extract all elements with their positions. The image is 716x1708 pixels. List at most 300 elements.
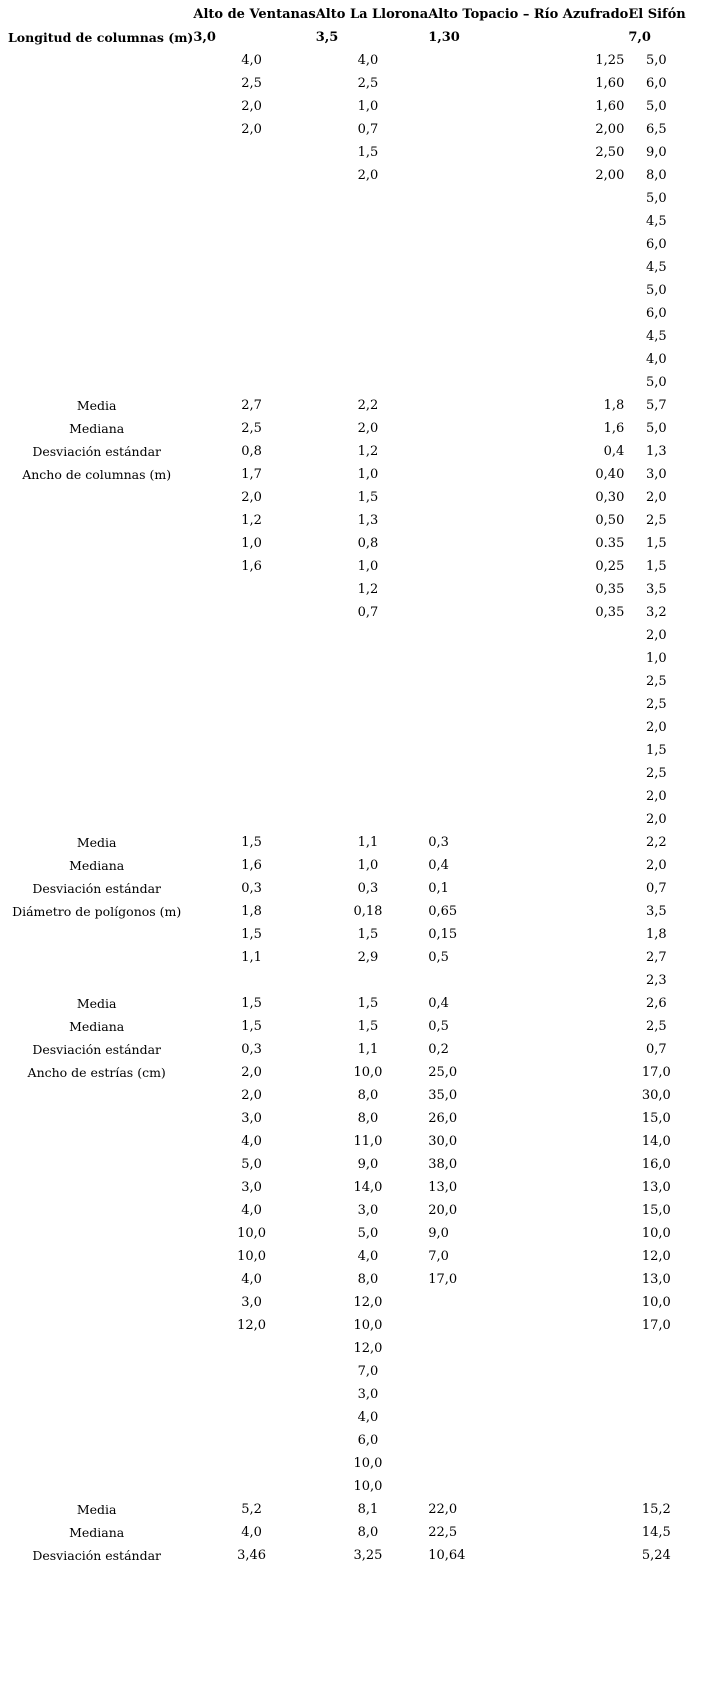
table-row bbox=[0, 739, 688, 762]
row-label bbox=[0, 532, 193, 555]
cell-alto-la-llorona: 1,0 bbox=[357, 99, 379, 114]
cell-alto-de-ventanas: 0,3 bbox=[241, 881, 262, 896]
header-empty bbox=[0, 3, 193, 26]
cell-alto-de-ventanas: 1,5 bbox=[241, 1019, 262, 1034]
table-row bbox=[0, 1429, 688, 1452]
cell-alto-topacio-rio-azufrado bbox=[428, 1337, 628, 1360]
cell-alto-de-ventanas: 1,7 bbox=[241, 467, 262, 482]
cell-alto-la-llorona: 1,0 bbox=[357, 858, 379, 873]
table-row bbox=[0, 555, 688, 578]
cell-el-sifon: 3,0 bbox=[646, 467, 667, 482]
cell-el-sifon bbox=[628, 1406, 688, 1429]
table-row bbox=[0, 509, 688, 532]
cell-alto-la-llorona bbox=[316, 624, 428, 647]
cell-el-sifon: 3,5 bbox=[646, 582, 667, 597]
cell-alto-de-ventanas bbox=[193, 1475, 315, 1498]
row-label: Mediana bbox=[69, 1019, 125, 1034]
cell-alto-la-llorona: 0,7 bbox=[357, 122, 379, 137]
cell-alto-de-ventanas bbox=[193, 739, 315, 762]
cell-alto-de-ventanas: 10,0 bbox=[237, 1249, 267, 1264]
row-label bbox=[0, 187, 193, 210]
cell-alto-la-llorona: 1,2 bbox=[357, 444, 379, 459]
row-label: Mediana bbox=[69, 421, 125, 436]
cell-el-sifon: 6,0 bbox=[646, 237, 667, 252]
table-row bbox=[0, 187, 688, 210]
cell-alto-topacio-rio-azufrado: 30,0 bbox=[428, 1134, 458, 1149]
cell-alto-la-llorona: 10,0 bbox=[353, 1479, 383, 1494]
row-label: Desviación estándar bbox=[32, 1548, 162, 1563]
table-row bbox=[0, 762, 688, 785]
cell-alto-topacio-rio-azufrado bbox=[428, 233, 628, 256]
cell-alto-topacio-rio-azufrado: 0,1 bbox=[428, 881, 449, 896]
cell-el-sifon: 2,7 bbox=[646, 950, 667, 965]
cell-el-sifon: 9,0 bbox=[646, 145, 667, 160]
cell-alto-la-llorona: 10,0 bbox=[353, 1456, 383, 1471]
table-row bbox=[0, 1222, 688, 1245]
row-label bbox=[0, 141, 193, 164]
table-row bbox=[0, 164, 688, 187]
cell-alto-la-llorona bbox=[316, 348, 428, 371]
cell-alto-de-ventanas bbox=[193, 762, 315, 785]
cell-alto-la-llorona: 0,8 bbox=[357, 536, 379, 551]
cell-alto-topacio-rio-azufrado: 20,0 bbox=[428, 1203, 458, 1218]
row-label bbox=[0, 302, 193, 325]
cell-alto-la-llorona: 9,0 bbox=[357, 1157, 379, 1172]
cell-alto-topacio-rio-azufrado bbox=[428, 1452, 628, 1475]
cell-alto-la-llorona bbox=[316, 302, 428, 325]
header-alto-de-ventanas: Alto de Ventanas bbox=[193, 7, 316, 22]
cell-el-sifon: 4,5 bbox=[646, 329, 667, 344]
row-label bbox=[0, 923, 193, 946]
row-label bbox=[0, 670, 193, 693]
table-row bbox=[0, 992, 688, 1015]
cell-alto-topacio-rio-azufrado bbox=[428, 624, 628, 647]
cell-el-sifon: 2,5 bbox=[646, 1019, 667, 1034]
cell-alto-topacio-rio-azufrado: 2,50 bbox=[595, 145, 625, 160]
cell-el-sifon: 5,0 bbox=[646, 99, 667, 114]
row-label bbox=[0, 647, 193, 670]
cell-alto-topacio-rio-azufrado: 0,65 bbox=[428, 904, 458, 919]
table-row bbox=[0, 1337, 688, 1360]
table-row bbox=[0, 440, 688, 463]
table-row bbox=[0, 417, 688, 440]
cell-alto-de-ventanas bbox=[193, 969, 315, 992]
table-row bbox=[0, 1452, 688, 1475]
row-label bbox=[0, 693, 193, 716]
table-body bbox=[0, 26, 688, 1567]
cell-alto-la-llorona bbox=[316, 647, 428, 670]
cell-alto-la-llorona: 2,0 bbox=[357, 421, 379, 436]
cell-el-sifon: 10,0 bbox=[641, 1295, 671, 1310]
table-row bbox=[0, 946, 688, 969]
cell-alto-de-ventanas bbox=[193, 1406, 315, 1429]
table-row bbox=[0, 1268, 688, 1291]
cell-alto-la-llorona: 1,5 bbox=[357, 996, 379, 1011]
table-row bbox=[0, 279, 688, 302]
cell-alto-de-ventanas: 1,5 bbox=[241, 927, 262, 942]
table-row bbox=[0, 1153, 688, 1176]
cell-alto-de-ventanas bbox=[193, 647, 315, 670]
cell-alto-de-ventanas: 3,0 bbox=[241, 1180, 262, 1195]
table-row bbox=[0, 233, 688, 256]
cell-alto-de-ventanas: 1,1 bbox=[241, 950, 262, 965]
cell-el-sifon bbox=[628, 1360, 688, 1383]
row-label: Desviación estándar bbox=[32, 881, 162, 896]
cell-el-sifon: 2,5 bbox=[646, 766, 667, 781]
cell-alto-la-llorona: 2,2 bbox=[357, 398, 379, 413]
cell-alto-topacio-rio-azufrado: 2,00 bbox=[595, 168, 625, 183]
cell-alto-la-llorona: 8,0 bbox=[357, 1272, 379, 1287]
cell-alto-de-ventanas: 2,0 bbox=[241, 99, 262, 114]
cell-alto-de-ventanas: 1,6 bbox=[241, 559, 262, 574]
cell-alto-la-llorona bbox=[316, 210, 428, 233]
row-label bbox=[0, 969, 193, 992]
cell-alto-de-ventanas: 5,0 bbox=[241, 1157, 262, 1172]
header-row bbox=[0, 3, 688, 26]
cell-alto-la-llorona: 8,1 bbox=[357, 1502, 379, 1517]
cell-el-sifon: 2,0 bbox=[646, 812, 667, 827]
table-row bbox=[0, 302, 688, 325]
cell-alto-de-ventanas bbox=[193, 624, 315, 647]
row-label bbox=[0, 256, 193, 279]
cell-alto-la-llorona: 4,0 bbox=[357, 1410, 379, 1425]
table-row bbox=[0, 716, 688, 739]
row-label bbox=[0, 1130, 193, 1153]
cell-el-sifon: 3,2 bbox=[646, 605, 667, 620]
cell-alto-topacio-rio-azufrado bbox=[428, 1360, 628, 1383]
cell-alto-la-llorona: 3,0 bbox=[357, 1203, 379, 1218]
cell-alto-la-llorona bbox=[316, 325, 428, 348]
cell-el-sifon: 5,24 bbox=[641, 1548, 671, 1563]
cell-alto-topacio-rio-azufrado: 38,0 bbox=[428, 1157, 458, 1172]
header-alto-topacio-rio-azufrado: Alto Topacio – Río Azufrado bbox=[428, 7, 629, 22]
cell-alto-de-ventanas: 5,2 bbox=[241, 1502, 262, 1517]
cell-alto-de-ventanas bbox=[193, 1383, 315, 1406]
cell-alto-de-ventanas: 1,5 bbox=[241, 835, 262, 850]
table-row bbox=[0, 463, 688, 486]
cell-el-sifon: 2,2 bbox=[646, 835, 667, 850]
table-row bbox=[0, 1015, 688, 1038]
cell-alto-la-llorona: 10,0 bbox=[353, 1318, 383, 1333]
cell-alto-topacio-rio-azufrado bbox=[428, 670, 628, 693]
cell-alto-de-ventanas: 4,0 bbox=[241, 53, 262, 68]
cell-el-sifon: 1,3 bbox=[646, 444, 667, 459]
table-row bbox=[0, 693, 688, 716]
row-label bbox=[0, 1176, 193, 1199]
row-label bbox=[0, 1245, 193, 1268]
cell-el-sifon: 4,5 bbox=[646, 214, 667, 229]
cell-el-sifon: 6,0 bbox=[646, 76, 667, 91]
cell-alto-de-ventanas bbox=[193, 808, 315, 831]
row-label bbox=[0, 1360, 193, 1383]
cell-el-sifon: 17,0 bbox=[641, 1318, 671, 1333]
cell-alto-topacio-rio-azufrado bbox=[428, 647, 628, 670]
cell-el-sifon: 3,5 bbox=[646, 904, 667, 919]
cell-alto-topacio-rio-azufrado bbox=[428, 1291, 628, 1314]
cell-el-sifon: 2,3 bbox=[646, 973, 667, 988]
cell-alto-topacio-rio-azufrado: 0,25 bbox=[595, 559, 625, 574]
table-row bbox=[0, 1406, 688, 1429]
cell-el-sifon: 6,5 bbox=[646, 122, 667, 137]
row-label bbox=[0, 762, 193, 785]
cell-alto-topacio-rio-azufrado: 0.35 bbox=[595, 536, 625, 551]
table-row bbox=[0, 325, 688, 348]
cell-alto-topacio-rio-azufrado: 1,60 bbox=[595, 76, 625, 91]
cell-alto-la-llorona bbox=[316, 233, 428, 256]
cell-el-sifon: 2,5 bbox=[646, 674, 667, 689]
cell-alto-la-llorona: 6,0 bbox=[357, 1433, 379, 1448]
table-row bbox=[0, 1498, 688, 1521]
cell-alto-topacio-rio-azufrado bbox=[428, 1314, 628, 1337]
cell-alto-topacio-rio-azufrado: 17,0 bbox=[428, 1272, 458, 1287]
table-row bbox=[0, 256, 688, 279]
cell-alto-la-llorona bbox=[316, 762, 428, 785]
cell-alto-la-llorona bbox=[316, 693, 428, 716]
cell-el-sifon: 12,0 bbox=[641, 1249, 671, 1264]
cell-alto-la-llorona: 14,0 bbox=[353, 1180, 383, 1195]
cell-alto-topacio-rio-azufrado: 1,30 bbox=[428, 30, 460, 45]
cell-alto-topacio-rio-azufrado: 0,50 bbox=[595, 513, 625, 528]
cell-el-sifon: 2,0 bbox=[646, 628, 667, 643]
cell-el-sifon: 16,0 bbox=[641, 1157, 671, 1172]
cell-alto-topacio-rio-azufrado: 1,60 bbox=[595, 99, 625, 114]
row-label bbox=[0, 279, 193, 302]
cell-alto-la-llorona bbox=[316, 279, 428, 302]
cell-alto-topacio-rio-azufrado bbox=[428, 969, 628, 992]
cell-alto-de-ventanas: 1,0 bbox=[241, 536, 262, 551]
table-row bbox=[0, 854, 688, 877]
cell-alto-de-ventanas bbox=[193, 348, 315, 371]
cell-el-sifon: 5,0 bbox=[646, 375, 667, 390]
cell-el-sifon bbox=[628, 1337, 688, 1360]
row-label: Media bbox=[76, 835, 117, 850]
cell-alto-topacio-rio-azufrado: 0,40 bbox=[595, 467, 625, 482]
row-label bbox=[0, 716, 193, 739]
cell-alto-de-ventanas bbox=[193, 302, 315, 325]
row-label bbox=[0, 325, 193, 348]
cell-alto-topacio-rio-azufrado: 0,35 bbox=[595, 582, 625, 597]
table-row bbox=[0, 670, 688, 693]
cell-alto-la-llorona: 2,9 bbox=[357, 950, 379, 965]
cell-alto-de-ventanas bbox=[193, 1429, 315, 1452]
cell-alto-topacio-rio-azufrado: 22,5 bbox=[428, 1525, 458, 1540]
cell-alto-la-llorona: 1,2 bbox=[357, 582, 379, 597]
header-alto-la-llorona: Alto La Llorona bbox=[315, 7, 429, 22]
cell-el-sifon: 2,6 bbox=[646, 996, 667, 1011]
cell-alto-topacio-rio-azufrado: 0,4 bbox=[428, 996, 449, 1011]
cell-alto-la-llorona bbox=[316, 739, 428, 762]
row-label: Ancho de estrías (cm) bbox=[27, 1065, 166, 1080]
row-label bbox=[0, 486, 193, 509]
cell-alto-la-llorona: 1,0 bbox=[357, 467, 379, 482]
row-label bbox=[0, 1084, 193, 1107]
cell-el-sifon: 5,0 bbox=[646, 191, 667, 206]
cell-el-sifon: 10,0 bbox=[641, 1226, 671, 1241]
cell-alto-la-llorona: 1,1 bbox=[357, 1042, 379, 1057]
cell-alto-de-ventanas: 3,0 bbox=[193, 30, 216, 45]
cell-alto-topacio-rio-azufrado: 26,0 bbox=[428, 1111, 458, 1126]
cell-alto-de-ventanas bbox=[193, 601, 315, 624]
cell-el-sifon: 5,0 bbox=[646, 53, 667, 68]
table-row bbox=[0, 371, 688, 394]
row-label bbox=[0, 624, 193, 647]
row-label bbox=[0, 1291, 193, 1314]
cell-alto-de-ventanas: 2,0 bbox=[241, 1065, 262, 1080]
row-label: Mediana bbox=[69, 858, 125, 873]
cell-el-sifon bbox=[628, 1452, 688, 1475]
cell-el-sifon: 15,0 bbox=[641, 1203, 671, 1218]
cell-alto-de-ventanas bbox=[193, 141, 315, 164]
cell-alto-la-llorona: 3,25 bbox=[353, 1548, 383, 1563]
cell-alto-la-llorona bbox=[316, 808, 428, 831]
table-row bbox=[0, 1383, 688, 1406]
cell-alto-la-llorona: 0,3 bbox=[357, 881, 379, 896]
cell-alto-la-llorona: 8,0 bbox=[357, 1088, 379, 1103]
cell-alto-de-ventanas bbox=[193, 233, 315, 256]
table-row bbox=[0, 141, 688, 164]
cell-alto-la-llorona: 8,0 bbox=[357, 1525, 379, 1540]
row-label bbox=[0, 785, 193, 808]
cell-alto-topacio-rio-azufrado: 2,00 bbox=[595, 122, 625, 137]
cell-el-sifon bbox=[628, 1475, 688, 1498]
table-row bbox=[0, 808, 688, 831]
cell-alto-topacio-rio-azufrado bbox=[428, 210, 628, 233]
cell-alto-topacio-rio-azufrado bbox=[428, 187, 628, 210]
table-row bbox=[0, 1038, 688, 1061]
cell-el-sifon: 7,0 bbox=[628, 30, 651, 45]
cell-alto-de-ventanas: 4,0 bbox=[241, 1203, 262, 1218]
table-row bbox=[0, 578, 688, 601]
cell-alto-la-llorona: 7,0 bbox=[357, 1364, 379, 1379]
cell-el-sifon: 8,0 bbox=[646, 168, 667, 183]
cell-el-sifon: 0,7 bbox=[646, 1042, 667, 1057]
cell-alto-topacio-rio-azufrado: 0,35 bbox=[595, 605, 625, 620]
table-row bbox=[0, 785, 688, 808]
table-row bbox=[0, 1521, 688, 1544]
cell-alto-topacio-rio-azufrado: 1,8 bbox=[603, 398, 625, 413]
row-label bbox=[0, 578, 193, 601]
cell-alto-de-ventanas bbox=[193, 371, 315, 394]
cell-alto-de-ventanas bbox=[193, 279, 315, 302]
cell-alto-de-ventanas: 4,0 bbox=[241, 1272, 262, 1287]
table-row bbox=[0, 1061, 688, 1084]
cell-alto-la-llorona: 1,5 bbox=[357, 927, 379, 942]
row-label bbox=[0, 1429, 193, 1452]
cell-alto-topacio-rio-azufrado: 7,0 bbox=[428, 1249, 449, 1264]
cell-el-sifon: 2,0 bbox=[646, 789, 667, 804]
cell-alto-de-ventanas: 4,0 bbox=[241, 1525, 262, 1540]
table-row bbox=[0, 95, 688, 118]
row-label bbox=[0, 210, 193, 233]
row-label bbox=[0, 1406, 193, 1429]
cell-alto-topacio-rio-azufrado: 0,3 bbox=[428, 835, 449, 850]
cell-alto-la-llorona bbox=[316, 716, 428, 739]
table-row bbox=[0, 486, 688, 509]
cell-alto-topacio-rio-azufrado: 35,0 bbox=[428, 1088, 458, 1103]
cell-alto-la-llorona: 4,0 bbox=[357, 53, 379, 68]
table-row bbox=[0, 532, 688, 555]
cell-alto-topacio-rio-azufrado bbox=[428, 1406, 628, 1429]
cell-alto-topacio-rio-azufrado bbox=[428, 371, 628, 394]
cell-alto-topacio-rio-azufrado bbox=[428, 1475, 628, 1498]
cell-alto-de-ventanas bbox=[193, 1360, 315, 1383]
cell-alto-la-llorona: 2,0 bbox=[357, 168, 379, 183]
table-row bbox=[0, 969, 688, 992]
cell-alto-topacio-rio-azufrado: 0,15 bbox=[428, 927, 458, 942]
cell-alto-topacio-rio-azufrado bbox=[428, 1429, 628, 1452]
cell-alto-topacio-rio-azufrado bbox=[428, 1383, 628, 1406]
cell-alto-de-ventanas bbox=[193, 785, 315, 808]
table-row bbox=[0, 1130, 688, 1153]
cell-alto-de-ventanas: 3,46 bbox=[237, 1548, 267, 1563]
cell-alto-de-ventanas: 1,2 bbox=[241, 513, 262, 528]
cell-alto-la-llorona bbox=[316, 969, 428, 992]
cell-alto-topacio-rio-azufrado: 25,0 bbox=[428, 1065, 458, 1080]
cell-alto-topacio-rio-azufrado: 0,4 bbox=[603, 444, 625, 459]
row-label bbox=[0, 1383, 193, 1406]
row-label bbox=[0, 95, 193, 118]
cell-alto-la-llorona: 3,5 bbox=[315, 30, 339, 45]
table-row bbox=[0, 1291, 688, 1314]
cell-el-sifon: 2,0 bbox=[646, 858, 667, 873]
cell-el-sifon: 1,0 bbox=[646, 651, 667, 666]
row-label bbox=[0, 49, 193, 72]
cell-alto-de-ventanas: 2,0 bbox=[241, 1088, 262, 1103]
cell-el-sifon: 6,0 bbox=[646, 306, 667, 321]
cell-alto-la-llorona: 2,5 bbox=[357, 76, 379, 91]
table-row bbox=[0, 348, 688, 371]
cell-el-sifon: 1,5 bbox=[646, 743, 667, 758]
cell-alto-la-llorona bbox=[316, 187, 428, 210]
cell-el-sifon: 5,0 bbox=[646, 421, 667, 436]
cell-el-sifon: 14,5 bbox=[641, 1525, 671, 1540]
cell-alto-la-llorona: 4,0 bbox=[357, 1249, 379, 1264]
cell-alto-la-llorona: 1,1 bbox=[357, 835, 379, 850]
cell-alto-topacio-rio-azufrado bbox=[428, 279, 628, 302]
cell-alto-la-llorona bbox=[316, 785, 428, 808]
row-label: Desviación estándar bbox=[32, 1042, 162, 1057]
cell-alto-topacio-rio-azufrado bbox=[428, 762, 628, 785]
table-row bbox=[0, 900, 688, 923]
row-label bbox=[0, 946, 193, 969]
cell-alto-de-ventanas: 1,8 bbox=[241, 904, 262, 919]
table-row bbox=[0, 1199, 688, 1222]
cell-el-sifon: 15,0 bbox=[641, 1111, 671, 1126]
row-label bbox=[0, 233, 193, 256]
cell-alto-de-ventanas bbox=[193, 325, 315, 348]
row-label: Media bbox=[76, 1502, 117, 1517]
cell-alto-de-ventanas: 12,0 bbox=[237, 1318, 267, 1333]
row-label bbox=[0, 555, 193, 578]
cell-alto-la-llorona bbox=[316, 256, 428, 279]
cell-el-sifon bbox=[628, 1383, 688, 1406]
morphometry-table bbox=[0, 3, 688, 1567]
table-row bbox=[0, 1084, 688, 1107]
cell-alto-de-ventanas: 2,7 bbox=[241, 398, 262, 413]
cell-alto-la-llorona bbox=[316, 670, 428, 693]
table-row bbox=[0, 1245, 688, 1268]
cell-alto-de-ventanas: 2,5 bbox=[241, 76, 262, 91]
table-row bbox=[0, 26, 688, 49]
cell-alto-de-ventanas bbox=[193, 1452, 315, 1475]
row-label: Ancho de columnas (m) bbox=[22, 467, 172, 482]
cell-el-sifon: 13,0 bbox=[641, 1272, 671, 1287]
cell-el-sifon: 2,0 bbox=[646, 720, 667, 735]
cell-alto-topacio-rio-azufrado: 0,5 bbox=[428, 950, 449, 965]
cell-el-sifon: 4,5 bbox=[646, 260, 667, 275]
cell-alto-de-ventanas bbox=[193, 256, 315, 279]
row-label bbox=[0, 1452, 193, 1475]
